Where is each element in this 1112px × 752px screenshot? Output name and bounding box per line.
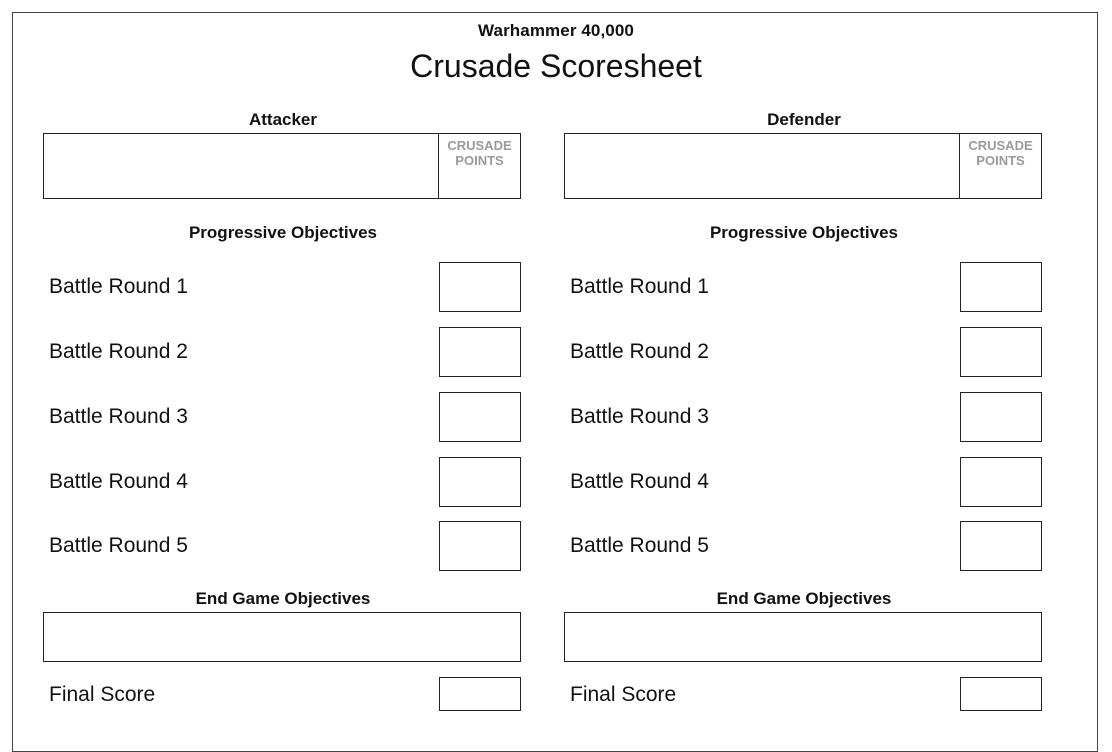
defender-round-row	[564, 392, 1044, 442]
attacker-round-row	[43, 392, 523, 442]
attacker-round-row	[43, 521, 523, 571]
attacker-final-score-row	[43, 677, 523, 713]
round-label: Battle Round 5	[570, 534, 709, 557]
final-score-label: Final Score	[49, 683, 156, 706]
attacker-round-3-score[interactable]	[439, 392, 521, 442]
attacker-name-field[interactable]	[43, 133, 521, 199]
crusade-points-label: CRUSADE POINTS	[447, 138, 512, 168]
defender-end-game-field[interactable]	[564, 612, 1042, 662]
defender-round-1-score[interactable]	[960, 262, 1042, 312]
defender-round-5-score[interactable]	[960, 521, 1042, 571]
defender-progressive-heading: Progressive Objectives	[709, 223, 899, 242]
defender-round-row	[564, 521, 1044, 571]
attacker-column	[43, 0, 523, 729]
game-subtitle: Warhammer 40,000	[478, 21, 634, 40]
round-label: Battle Round 2	[49, 340, 188, 363]
defender-end-game-heading: End Game Objectives	[716, 589, 892, 608]
attacker-end-game-field[interactable]	[43, 612, 521, 662]
attacker-round-2-score[interactable]	[439, 327, 521, 377]
defender-round-row	[564, 327, 1044, 377]
crusade-points-label: CRUSADE POINTS	[968, 138, 1033, 168]
attacker-heading: Attacker	[248, 110, 318, 129]
round-label: Battle Round 1	[570, 275, 709, 298]
round-label: Battle Round 3	[570, 405, 709, 428]
final-score-label: Final Score	[570, 683, 677, 706]
defender-round-2-score[interactable]	[960, 327, 1042, 377]
defender-column	[564, 0, 1044, 729]
attacker-crusade-points-field[interactable]	[438, 134, 520, 198]
round-label: Battle Round 2	[570, 340, 709, 363]
defender-round-row	[564, 262, 1044, 312]
attacker-round-1-score[interactable]	[439, 262, 521, 312]
defender-name-field[interactable]	[564, 133, 1042, 199]
attacker-progressive-heading: Progressive Objectives	[188, 223, 378, 242]
defender-heading: Defender	[767, 110, 841, 129]
round-label: Battle Round 5	[49, 534, 188, 557]
round-label: Battle Round 4	[49, 470, 188, 493]
page-title: Crusade Scoresheet	[410, 48, 702, 84]
attacker-end-game-heading: End Game Objectives	[195, 589, 371, 608]
round-label: Battle Round 3	[49, 405, 188, 428]
attacker-round-row	[43, 327, 523, 377]
defender-round-row	[564, 457, 1044, 507]
attacker-round-4-score[interactable]	[439, 457, 521, 507]
defender-final-score-row	[564, 677, 1044, 713]
defender-round-4-score[interactable]	[960, 457, 1042, 507]
round-label: Battle Round 4	[570, 470, 709, 493]
round-label: Battle Round 1	[49, 275, 188, 298]
attacker-round-row	[43, 262, 523, 312]
attacker-round-5-score[interactable]	[439, 521, 521, 571]
defender-crusade-points-field[interactable]	[959, 134, 1041, 198]
defender-round-3-score[interactable]	[960, 392, 1042, 442]
defender-final-score-field[interactable]	[960, 677, 1042, 711]
attacker-final-score-field[interactable]	[439, 677, 521, 711]
attacker-round-row	[43, 457, 523, 507]
